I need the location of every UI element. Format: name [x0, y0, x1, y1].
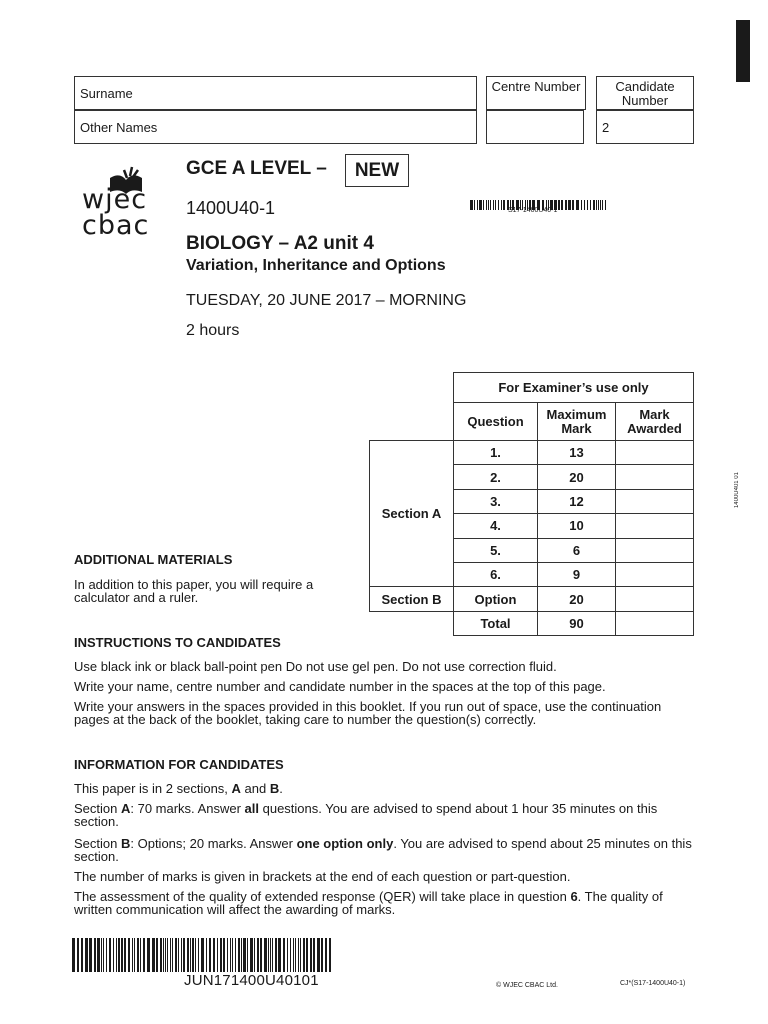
barcode-bar: [181, 938, 182, 972]
max-mark: 9: [538, 562, 616, 586]
option-max-mark: 20: [538, 587, 616, 611]
barcode-bar: [495, 200, 496, 210]
total-max-mark: 90: [538, 611, 616, 635]
barcode-bar: [600, 200, 601, 210]
barcode-bar: [257, 938, 259, 972]
information-paragraph: The number of marks is given in brackets at the end of each question or part-question.: [74, 869, 571, 884]
barcode-bar: [178, 938, 179, 972]
question-number: 6.: [454, 562, 538, 586]
barcode-bar: [241, 938, 242, 972]
barcode-bar: [300, 938, 301, 972]
text-run: . The quality of written communication will affect the awarding of marks.: [74, 889, 663, 917]
candidate-barcode: [72, 938, 334, 972]
barcode-bar: [493, 200, 494, 210]
barcode-bar: [590, 200, 591, 210]
section-a-label: Section A: [370, 441, 454, 587]
barcode-bar: [317, 938, 320, 972]
question-number: 2.: [454, 465, 538, 489]
barcode-bar: [156, 938, 158, 972]
copyright: © WJEC CBAC Ltd.: [496, 982, 558, 989]
information-paragraph: [74, 837, 696, 863]
barcode-bar: [477, 200, 478, 210]
barcode-bar: [192, 938, 194, 972]
centre-number-field[interactable]: [486, 110, 584, 144]
barcode-bar: [172, 938, 173, 972]
barcode-bar: [254, 938, 255, 972]
max-mark: 6: [538, 538, 616, 562]
barcode-bar: [561, 200, 563, 210]
barcode-bar: [113, 938, 114, 972]
text-run: B: [120, 836, 131, 851]
centre-number-label: Centre Number: [491, 79, 581, 94]
barcode-bar: [572, 200, 574, 210]
barcode-bar: [143, 938, 145, 972]
barcode-bar: [97, 938, 100, 972]
other-names-label: Other Names: [80, 120, 158, 135]
barcode-bar: [295, 938, 296, 972]
barcode-bar: [163, 938, 164, 972]
additional-materials-text: In addition to this paper, you will require a calculator and a ruler.: [74, 577, 314, 605]
mark-awarded-cell[interactable]: [616, 587, 694, 611]
barcode-bar: [230, 938, 231, 972]
barcode-bar: [275, 938, 277, 972]
barcode-bar: [89, 938, 92, 972]
mark-awarded-cell[interactable]: [616, 489, 694, 513]
text-run: The assessment of the quality of extended response (QER) will take place in question: [74, 889, 571, 904]
registration-mark: [736, 20, 750, 82]
barcode-bar: [306, 938, 308, 972]
question-number: 3.: [454, 489, 538, 513]
max-mark: 10: [538, 514, 616, 538]
barcode-bar: [581, 200, 582, 210]
barcode-bar: [190, 938, 191, 972]
barcode-bar: [488, 200, 489, 210]
text-run: : 70 marks. Answer: [130, 801, 245, 816]
barcode-bar: [140, 938, 141, 972]
barcode-bar: [81, 938, 83, 972]
barcode-bar: [175, 938, 177, 972]
barcode-bar: [498, 200, 499, 210]
barcode-bar: [137, 938, 139, 972]
barcode-bar: [602, 200, 603, 210]
barcode-bar: [124, 938, 126, 972]
barcode-bar: [325, 938, 327, 972]
table-spacer: [370, 403, 454, 441]
text-run: all: [244, 801, 259, 816]
text-run: .: [279, 781, 283, 796]
barcode-bar: [287, 938, 288, 972]
text-run: A: [120, 801, 131, 816]
col-awarded-header: Mark Awarded: [616, 403, 694, 441]
barcode-bar: [121, 938, 123, 972]
barcode-bar: [283, 938, 285, 972]
col-max-header: Maximum Mark: [538, 403, 616, 441]
barcode-code: JUN171400U40101: [184, 972, 319, 989]
paper-barcode-text: S17-1400U40-1: [508, 207, 558, 214]
text-run: one option only: [296, 836, 394, 851]
candidate-number-value: 2: [602, 120, 610, 135]
option-label: Option: [454, 587, 538, 611]
brand-text-bottom: cbac: [82, 210, 150, 241]
barcode-bar: [268, 938, 269, 972]
paper-barcode: [470, 197, 608, 207]
subject-subtitle: Variation, Inheritance and Options: [186, 257, 446, 274]
section-b-label: Section B: [370, 587, 454, 611]
barcode-bar: [220, 938, 222, 972]
information-heading: INFORMATION FOR CANDIDATES: [74, 757, 284, 772]
barcode-bar: [565, 200, 567, 210]
instruction-paragraph: Use black ink or black ball-point pen Do not use gel pen. Do not use correction fluid.: [74, 659, 557, 674]
other-names-field[interactable]: [74, 110, 477, 144]
barcode-bar: [101, 938, 102, 972]
barcode-bar: [232, 938, 233, 972]
barcode-bar: [106, 938, 107, 972]
barcode-bar: [160, 938, 162, 972]
barcode-bar: [587, 200, 588, 210]
barcode-bar: [558, 200, 560, 210]
total-awarded-cell[interactable]: [616, 611, 694, 635]
candidate-barcode-bars: [72, 938, 334, 972]
barcode-bar: [195, 938, 196, 972]
candidate-number-header: [596, 76, 694, 110]
barcode-bar: [264, 938, 267, 972]
barcode-bar: [183, 938, 185, 972]
barcode-bar: [198, 938, 199, 972]
exam-date: TUESDAY, 20 JUNE 2017 – MORNING: [186, 292, 467, 309]
barcode-bar: [490, 200, 491, 210]
barcode-bar: [170, 938, 171, 972]
barcode-bar: [118, 938, 120, 972]
mark-awarded-cell[interactable]: [616, 514, 694, 538]
barcode-bar: [187, 938, 189, 972]
barcode-bar: [260, 938, 262, 972]
paper-code: 1400U40-1: [186, 198, 276, 218]
barcode-bar: [303, 938, 305, 972]
barcode-bar: [293, 938, 294, 972]
subject-title: BIOLOGY – A2 unit 4: [186, 233, 374, 254]
examiner-table-title: For Examiner’s use only: [454, 373, 694, 403]
question-number: 5.: [454, 538, 538, 562]
barcode-bar: [329, 938, 331, 972]
text-run: Section: [74, 801, 121, 816]
barcode-bar: [605, 200, 606, 210]
mark-awarded-cell[interactable]: [616, 562, 694, 586]
barcode-bar: [576, 200, 579, 210]
barcode-bar: [223, 938, 225, 972]
wjec-logo: [80, 164, 160, 244]
barcode-bar: [201, 938, 204, 972]
barcode-bar: [486, 200, 487, 210]
barcode-bar: [243, 938, 246, 972]
barcode-bar: [128, 938, 130, 972]
barcode-bar: [134, 938, 135, 972]
surname-field[interactable]: [74, 76, 477, 110]
text-run: 6: [570, 889, 578, 904]
mark-awarded-cell[interactable]: [616, 441, 694, 465]
barcode-bar: [272, 938, 273, 972]
barcode-bar: [238, 938, 240, 972]
text-run: A: [231, 781, 241, 796]
barcode-bar: [470, 200, 473, 210]
barcode-bar: [206, 938, 207, 972]
barcode-bar: [165, 938, 166, 972]
text-run: This paper is in 2 sections,: [74, 781, 232, 796]
question-number: 4.: [454, 514, 538, 538]
total-label: Total: [454, 611, 538, 635]
barcode-bar: [298, 938, 299, 972]
exam-duration: 2 hours: [186, 322, 240, 339]
instruction-paragraph: Write your name, centre number and candidate number in the spaces at the top of this page.: [74, 679, 606, 694]
barcode-bar: [503, 200, 505, 210]
barcode-bar: [598, 200, 599, 210]
barcode-bar: [213, 938, 215, 972]
barcode-bar: [116, 938, 117, 972]
information-paragraph: [74, 802, 696, 828]
barcode-bar: [227, 938, 228, 972]
barcode-bar: [290, 938, 291, 972]
barcode-bar: [310, 938, 312, 972]
barcode-bar: [568, 200, 571, 210]
barcode-bar: [235, 938, 236, 972]
barcode-bar: [152, 938, 155, 972]
text-run: . You are advised to spend about 25 minutes on this section.: [74, 836, 692, 864]
instruction-paragraph: Write your answers in the spaces provided in this booklet. If you run out of space, use the continuation pages at the back of the booklet, taking care to number the question(s) correctly.: [74, 699, 662, 727]
text-run: B: [269, 781, 280, 796]
barcode-bar: [147, 938, 150, 972]
barcode-bar: [247, 938, 248, 972]
barcode-bar: [217, 938, 218, 972]
barcode-bar: [593, 200, 595, 210]
barcode-bar: [596, 200, 597, 210]
table-spacer: [370, 611, 454, 635]
examiner-table: [369, 372, 694, 636]
barcode-bar: [321, 938, 323, 972]
max-mark: 20: [538, 465, 616, 489]
mark-awarded-cell[interactable]: [616, 465, 694, 489]
information-paragraph: [74, 782, 696, 795]
text-run: and: [240, 781, 270, 796]
barcode-bar: [250, 938, 253, 972]
text-run: questions. You are advised to spend about 1 hour 35 minutes on this section.: [74, 801, 658, 829]
max-mark: 12: [538, 489, 616, 513]
candidate-number-label: Candidate Number: [615, 79, 675, 108]
surname-label: Surname: [80, 86, 133, 101]
barcode-bar: [479, 200, 482, 210]
barcode-bar: [109, 938, 111, 972]
candidate-number-field[interactable]: [596, 110, 694, 144]
barcode-bar: [584, 200, 585, 210]
max-mark: 13: [538, 441, 616, 465]
barcode-bar: [132, 938, 133, 972]
text-run: : Options; 20 marks. Answer: [130, 836, 297, 851]
additional-materials-heading: ADDITIONAL MATERIALS: [74, 552, 233, 567]
barcode-bar: [483, 200, 484, 210]
col-question-header: Question: [454, 403, 538, 441]
brand-text-top: wjec: [82, 184, 148, 215]
barcode-bar: [501, 200, 502, 210]
information-paragraph: [74, 890, 696, 916]
barcode-bar: [85, 938, 88, 972]
barcode-bar: [103, 938, 104, 972]
barcode-bar: [313, 938, 315, 972]
new-badge: NEW: [345, 154, 409, 187]
text-run: Section: [74, 836, 121, 851]
paper-reference: CJ*(S17-1400U40-1): [620, 980, 686, 987]
barcode-bar: [167, 938, 168, 972]
barcode-bar: [278, 938, 281, 972]
qualification-title: GCE A LEVEL –: [186, 158, 327, 179]
barcode-bar: [270, 938, 271, 972]
barcode-bar: [94, 938, 96, 972]
barcode-bar: [474, 200, 475, 210]
mark-awarded-cell[interactable]: [616, 538, 694, 562]
barcode-bar: [209, 938, 211, 972]
table-spacer: [370, 373, 454, 403]
barcode-bar: [77, 938, 79, 972]
barcode-bar: [72, 938, 75, 972]
centre-number-header: [486, 76, 586, 110]
instructions-heading: INSTRUCTIONS TO CANDIDATES: [74, 635, 281, 650]
question-number: 1.: [454, 441, 538, 465]
side-code: 1400U401 01: [734, 472, 740, 509]
